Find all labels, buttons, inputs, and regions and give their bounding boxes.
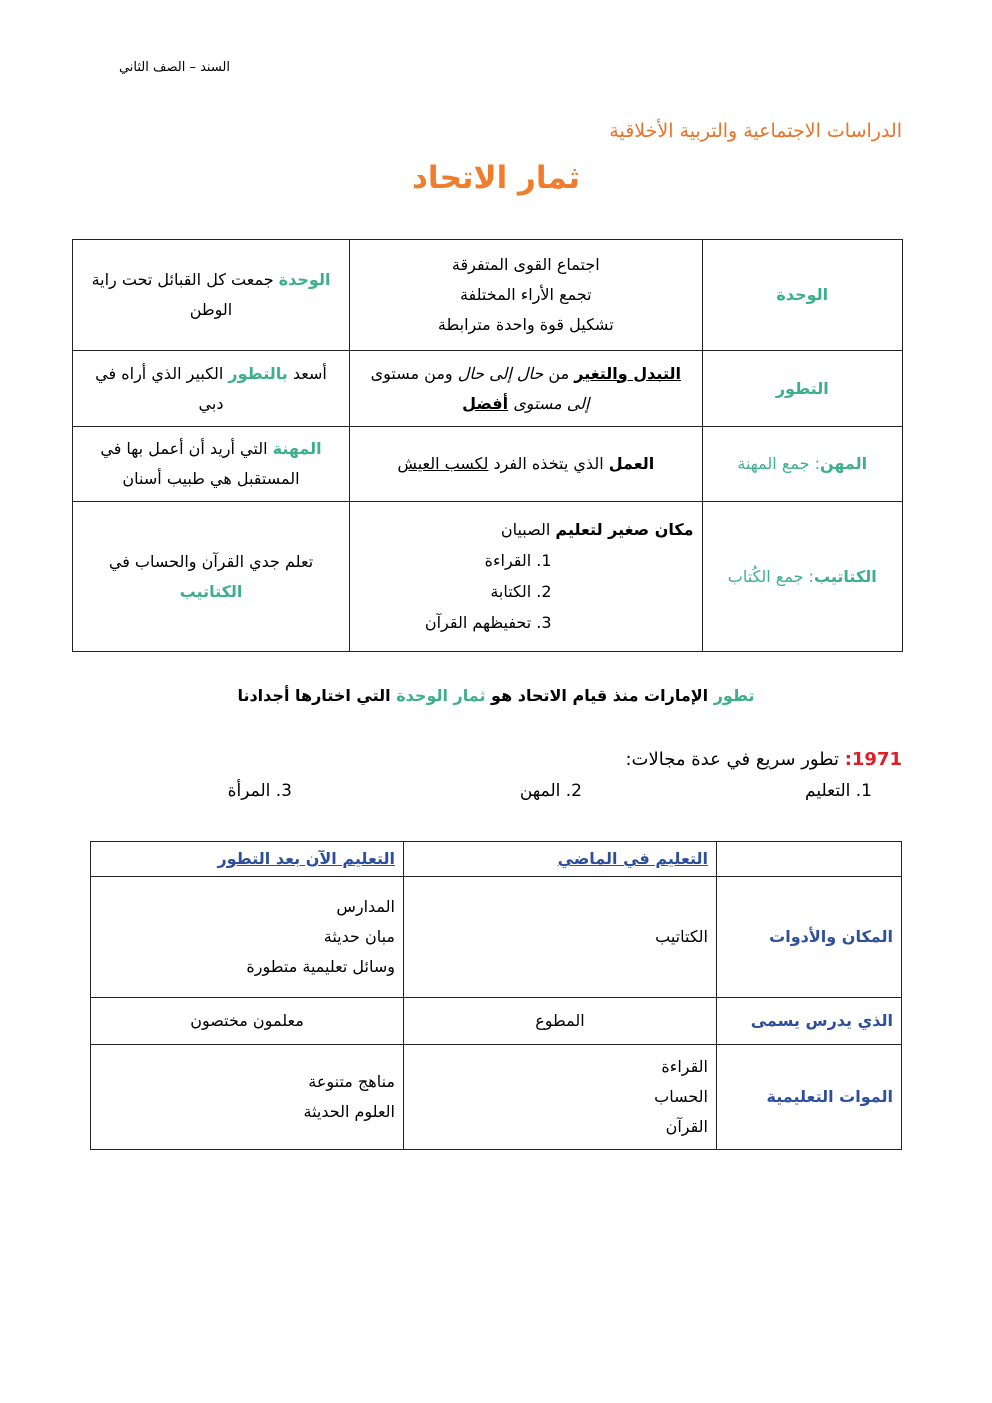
meaning-text: لكسب العيش [397, 454, 489, 473]
field-item: 3. المرأة [227, 781, 292, 801]
list-item: 1. القراءة [484, 551, 552, 570]
table-row [73, 427, 903, 502]
row-label: الموات التعليمية [717, 1045, 902, 1150]
education-table [90, 841, 902, 1150]
term: التطور [775, 378, 829, 398]
list-item: 3. تحفيظهم القرآن [424, 613, 552, 632]
meaning-line: تجمع الأراء المختلفة [459, 285, 592, 304]
meaning-cell [350, 240, 703, 351]
term-suffix: : جمع المهنة [737, 454, 820, 473]
statement-word: تطور [713, 686, 755, 705]
meaning-text: إلى مستوى [513, 393, 590, 413]
cell-line: القراءة [661, 1057, 708, 1076]
table-row [91, 1045, 902, 1150]
example-cell [73, 502, 350, 652]
example-cell [73, 240, 350, 351]
meaning-list [358, 545, 694, 638]
table-header-row [91, 842, 902, 877]
example-text: أسعد [287, 363, 327, 383]
example-text: التي أريد أن أعمل بها في المستقبل هي طبيب أسنان [100, 439, 300, 488]
table-row [73, 240, 903, 351]
subject-title: الدراسات الاجتماعية والتربية الأخلاقية [609, 120, 902, 142]
example-text: الكبير الذي أراه في دبي [95, 363, 229, 413]
statement [0, 686, 992, 705]
meaning-cell [350, 502, 703, 652]
term-cell [702, 427, 902, 502]
now-cell [91, 877, 404, 998]
table-row [91, 877, 902, 998]
cell-line: مبان حديثة [323, 927, 395, 946]
meaning-line: تشكيل قوة واحدة مترابطة [437, 315, 614, 334]
row-label: الذي يدرس يسمى [717, 998, 902, 1045]
statement-text: الإمارات منذ قيام الاتحاد هو [485, 686, 714, 705]
example-keyword: المهنة [272, 439, 322, 458]
header-cell [717, 842, 902, 877]
now-cell [91, 998, 404, 1045]
cell-line: الحساب [654, 1087, 708, 1106]
field-item: 1. التعليم [805, 781, 872, 801]
meaning-text: من [543, 363, 575, 383]
page-title: ثمار الاتحاد [412, 160, 580, 196]
now-cell [91, 1045, 404, 1150]
year-text: تطور سريع في عدة مجالات: [625, 749, 845, 770]
row-label: المكان والأدوات [717, 877, 902, 998]
meaning-keyword: مكان صغير لتعليم [555, 520, 694, 539]
example-text: تعلم جدي القرآن والحساب في [108, 551, 314, 571]
cell-line: القرآن [665, 1117, 708, 1136]
cell-line: العلوم الحديثة [303, 1102, 395, 1121]
meaning-text: حال إلى حال [457, 363, 544, 383]
meaning-keyword: أفضل [462, 393, 509, 413]
statement-word: ثمار الوحدة [396, 686, 486, 705]
table-row [73, 351, 903, 427]
example-keyword: الوحدة [278, 270, 331, 289]
example-cell [73, 427, 350, 502]
cell-line: معلمون مختصون [190, 1011, 304, 1030]
example-cell [73, 351, 350, 427]
field-item: 2. المهن [519, 781, 582, 801]
term-cell [702, 351, 902, 427]
meaning-keyword: العمل [608, 454, 655, 473]
table-row [91, 998, 902, 1045]
header-note: السند – الصف الثاني [118, 60, 230, 75]
example-keyword: الكتاتيب [179, 581, 243, 601]
term: الكتاتيب [813, 566, 877, 586]
term: الوحدة [776, 285, 829, 304]
meaning-line: اجتماع القوى المتفرقة [451, 255, 600, 274]
cell-line: وسائل تعليمية متطورة [246, 957, 395, 976]
cell-line: مناهج متنوعة [308, 1072, 395, 1091]
term: المهن [819, 454, 868, 473]
cell-line: المدارس [336, 897, 395, 916]
year: 1971: [844, 749, 902, 770]
meaning-text: ومن مستوى [370, 363, 458, 383]
meaning-text: الذي يتخذه الفرد [488, 454, 609, 473]
table-row [73, 502, 903, 652]
example-keyword: بالتطور [228, 363, 288, 383]
example-text: جمعت كل القبائل تحت راية الوطن [91, 270, 279, 319]
header-cell: التعليم في الماضي [404, 842, 717, 877]
term-suffix: : جمع الكُتاب [727, 566, 814, 586]
header-cell: التعليم الآن بعد التطور [91, 842, 404, 877]
past-cell [404, 1045, 717, 1150]
past-cell [404, 998, 717, 1045]
cell-line: المطوع [535, 1011, 585, 1030]
term-cell [702, 240, 902, 351]
term-cell [702, 502, 902, 652]
list-item: 2. الكتابة [490, 582, 552, 601]
meaning-text: الصبيان [500, 520, 556, 539]
statement-text: التي اختارها أجدادنا [237, 686, 397, 705]
past-cell [404, 877, 717, 998]
meaning-cell [350, 427, 703, 502]
cell-line: الكتاتيب [655, 927, 708, 946]
meaning-keyword: التبدل والتغير [574, 363, 681, 383]
meaning-cell [350, 351, 703, 427]
vocab-table [72, 239, 903, 652]
year-line [625, 749, 902, 770]
